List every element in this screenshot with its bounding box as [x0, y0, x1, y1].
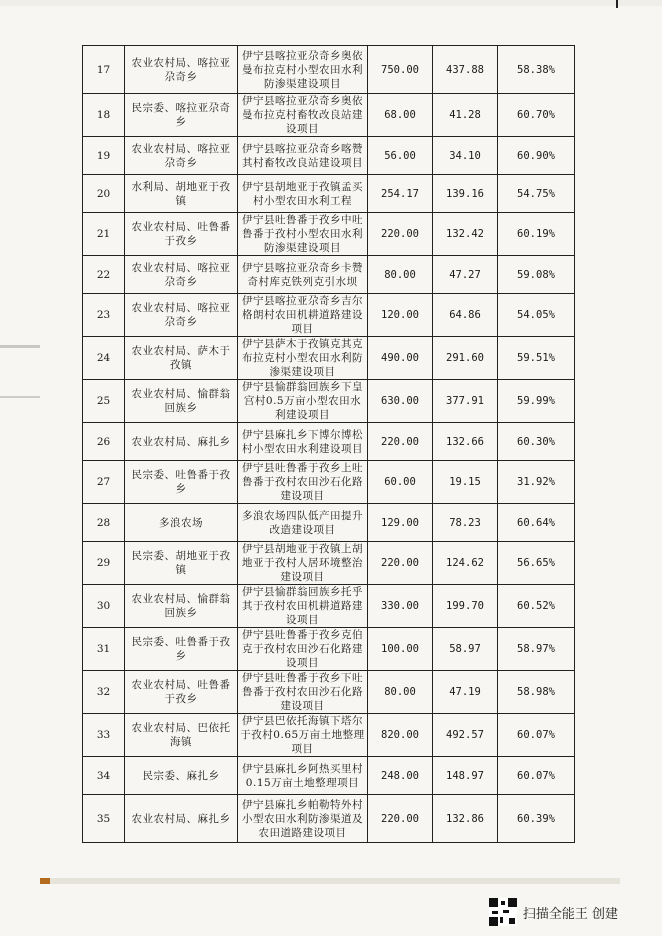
- row-project: 伊宁县吐鲁番于孜乡下吐鲁番于孜村农田沙石化路建设项目: [238, 671, 368, 714]
- row-index: 19: [83, 137, 125, 175]
- row-project: 伊宁县萨木于孜镇克其克布拉克村小型农田水利防渗渠建设项目: [238, 337, 368, 380]
- row-paid: 148.97: [433, 757, 498, 795]
- table-row: [83, 46, 575, 94]
- row-index: 26: [83, 423, 125, 461]
- row-rate: 60.52%: [498, 585, 575, 628]
- row-index: 22: [83, 256, 125, 294]
- row-rate: 58.97%: [498, 628, 575, 671]
- scan-artifact: [40, 878, 50, 884]
- row-paid: 437.88: [433, 46, 498, 94]
- scan-artifact: [0, 345, 40, 348]
- row-rate: 31.92%: [498, 461, 575, 504]
- row-department: 民宗委、喀拉亚尕奇乡: [125, 94, 238, 137]
- table-row: [83, 671, 575, 714]
- row-amount: 68.00: [368, 94, 433, 137]
- row-index: 31: [83, 628, 125, 671]
- row-project: 伊宁县胡地亚于孜镇上胡地亚于孜村人居环境整治建设项目: [238, 542, 368, 585]
- row-department: 农业农村局、愉群翁回族乡: [125, 380, 238, 423]
- row-project: 伊宁县喀拉亚尕奇乡吉尔格朗村农田机耕道路建设项目: [238, 294, 368, 337]
- row-department: 水利局、胡地亚于孜镇: [125, 175, 238, 213]
- row-amount: 100.00: [368, 628, 433, 671]
- row-department: 民宗委、麻扎乡: [125, 757, 238, 795]
- row-amount: 80.00: [368, 671, 433, 714]
- row-department: 农业农村局、喀拉亚尕奇乡: [125, 46, 238, 94]
- row-rate: 60.30%: [498, 423, 575, 461]
- row-department: 农业农村局、巴依托海镇: [125, 714, 238, 757]
- row-project: 伊宁县胡地亚于孜镇孟买村小型农田水利工程: [238, 175, 368, 213]
- row-paid: 64.86: [433, 294, 498, 337]
- project-table: [82, 45, 575, 843]
- row-rate: 59.51%: [498, 337, 575, 380]
- row-paid: 34.10: [433, 137, 498, 175]
- row-project: 伊宁县喀拉亚尕奇乡卡赞奇村库克铁列克引水坝: [238, 256, 368, 294]
- row-department: 农业农村局、愉群翁回族乡: [125, 585, 238, 628]
- row-amount: 820.00: [368, 714, 433, 757]
- row-amount: 129.00: [368, 504, 433, 542]
- corner-mark: [616, 0, 618, 8]
- table-row: [83, 542, 575, 585]
- row-project: 多浪农场四队低产田提升改造建设项目: [238, 504, 368, 542]
- row-amount: 630.00: [368, 380, 433, 423]
- row-rate: 54.75%: [498, 175, 575, 213]
- row-department: 农业农村局、喀拉亚尕奇乡: [125, 294, 238, 337]
- row-paid: 78.23: [433, 504, 498, 542]
- row-amount: 490.00: [368, 337, 433, 380]
- row-project: 伊宁县麻扎乡阿热买里村0.15万亩土地整理项目: [238, 757, 368, 795]
- table-row: [83, 213, 575, 256]
- row-department: 农业农村局、吐鲁番于孜乡: [125, 671, 238, 714]
- table-row: [83, 757, 575, 795]
- row-department: 农业农村局、麻扎乡: [125, 795, 238, 843]
- row-amount: 220.00: [368, 542, 433, 585]
- table-row: [83, 461, 575, 504]
- row-paid: 124.62: [433, 542, 498, 585]
- row-amount: 60.00: [368, 461, 433, 504]
- row-department: 农业农村局、吐鲁番于孜乡: [125, 213, 238, 256]
- watermark-text: 扫描全能王 创建: [522, 906, 618, 922]
- row-index: 17: [83, 46, 125, 94]
- row-rate: 60.90%: [498, 137, 575, 175]
- row-rate: 60.64%: [498, 504, 575, 542]
- table-row: [83, 795, 575, 843]
- row-project: 伊宁县巴依托海镇下塔尔于孜村0.65万亩土地整理项目: [238, 714, 368, 757]
- row-index: 30: [83, 585, 125, 628]
- row-index: 32: [83, 671, 125, 714]
- row-amount: 220.00: [368, 213, 433, 256]
- row-project: 伊宁县愉群翁回族乡下皇宫村0.5万亩小型农田水利建设项目: [238, 380, 368, 423]
- row-paid: 47.19: [433, 671, 498, 714]
- row-rate: 60.19%: [498, 213, 575, 256]
- row-department: 农业农村局、喀拉亚尕奇乡: [125, 137, 238, 175]
- row-index: 27: [83, 461, 125, 504]
- table-row: [83, 504, 575, 542]
- row-rate: 60.07%: [498, 757, 575, 795]
- row-department: 农业农村局、麻扎乡: [125, 423, 238, 461]
- scan-artifact: [0, 396, 40, 398]
- row-amount: 750.00: [368, 46, 433, 94]
- row-project: 伊宁县麻扎乡帕勒特外村小型农田水利防渗渠道及农田道路建设项目: [238, 795, 368, 843]
- row-project: 伊宁县吐鲁番于孜乡中吐鲁番于孜村小型农田水利防渗渠建设项目: [238, 213, 368, 256]
- page-top-edge: [0, 0, 662, 6]
- row-rate: 54.05%: [498, 294, 575, 337]
- row-amount: 254.17: [368, 175, 433, 213]
- row-rate: 60.07%: [498, 714, 575, 757]
- row-index: 33: [83, 714, 125, 757]
- table-row: [83, 175, 575, 213]
- row-paid: 132.66: [433, 423, 498, 461]
- table-row: [83, 256, 575, 294]
- row-project: 伊宁县喀拉亚尕奇乡奥依曼布拉克村畜牧改良站建设项目: [238, 94, 368, 137]
- table-row: [83, 294, 575, 337]
- row-rate: 59.99%: [498, 380, 575, 423]
- row-index: 23: [83, 294, 125, 337]
- row-department: 多浪农场: [125, 504, 238, 542]
- row-amount: 80.00: [368, 256, 433, 294]
- row-index: 25: [83, 380, 125, 423]
- row-amount: 248.00: [368, 757, 433, 795]
- row-paid: 139.16: [433, 175, 498, 213]
- row-index: 29: [83, 542, 125, 585]
- row-project: 伊宁县吐鲁番于孜乡上吐鲁番于孜村农田沙石化路建设项目: [238, 461, 368, 504]
- row-department: 民宗委、胡地亚于孜镇: [125, 542, 238, 585]
- row-department: 民宗委、吐鲁番于孜乡: [125, 461, 238, 504]
- row-amount: 120.00: [368, 294, 433, 337]
- row-rate: 59.08%: [498, 256, 575, 294]
- row-rate: 56.65%: [498, 542, 575, 585]
- row-paid: 19.15: [433, 461, 498, 504]
- row-project: 伊宁县愉群翁回族乡托乎其于孜村农田机耕道路建设项目: [238, 585, 368, 628]
- row-paid: 58.97: [433, 628, 498, 671]
- row-paid: 492.57: [433, 714, 498, 757]
- row-index: 34: [83, 757, 125, 795]
- row-paid: 41.28: [433, 94, 498, 137]
- row-index: 35: [83, 795, 125, 843]
- row-department: 农业农村局、喀拉亚尕奇乡: [125, 256, 238, 294]
- table-row: [83, 714, 575, 757]
- row-project: 伊宁县喀拉亚尕奇乡奥依曼布拉克村小型农田水利防渗渠建设项目: [238, 46, 368, 94]
- table-row: [83, 380, 575, 423]
- table-row: [83, 137, 575, 175]
- table-row: [83, 423, 575, 461]
- scanner-watermark: [489, 898, 618, 926]
- row-index: 24: [83, 337, 125, 380]
- row-project: 伊宁县喀拉亚尕奇乡喀赞其村畜牧改良站建设项目: [238, 137, 368, 175]
- qr-code-icon: [489, 898, 517, 926]
- table-row: [83, 585, 575, 628]
- row-index: 18: [83, 94, 125, 137]
- row-rate: 60.39%: [498, 795, 575, 843]
- row-rate: 58.98%: [498, 671, 575, 714]
- row-paid: 132.86: [433, 795, 498, 843]
- row-amount: 220.00: [368, 423, 433, 461]
- table-row: [83, 628, 575, 671]
- row-index: 20: [83, 175, 125, 213]
- row-project: 伊宁县吐鲁番于孜乡克伯克于孜村农田沙石化路建设项目: [238, 628, 368, 671]
- row-rate: 58.38%: [498, 46, 575, 94]
- row-paid: 47.27: [433, 256, 498, 294]
- row-amount: 220.00: [368, 795, 433, 843]
- row-amount: 56.00: [368, 137, 433, 175]
- row-paid: 132.42: [433, 213, 498, 256]
- row-amount: 330.00: [368, 585, 433, 628]
- row-paid: 291.60: [433, 337, 498, 380]
- table-row: [83, 94, 575, 137]
- row-rate: 60.70%: [498, 94, 575, 137]
- row-paid: 377.91: [433, 380, 498, 423]
- table-row: [83, 337, 575, 380]
- row-index: 28: [83, 504, 125, 542]
- row-department: 农业农村局、萨木于孜镇: [125, 337, 238, 380]
- row-paid: 199.70: [433, 585, 498, 628]
- row-department: 民宗委、吐鲁番于孜乡: [125, 628, 238, 671]
- row-project: 伊宁县麻扎乡下博尔博松村小型农田水利建设项目: [238, 423, 368, 461]
- bottom-edge: [40, 878, 620, 884]
- row-index: 21: [83, 213, 125, 256]
